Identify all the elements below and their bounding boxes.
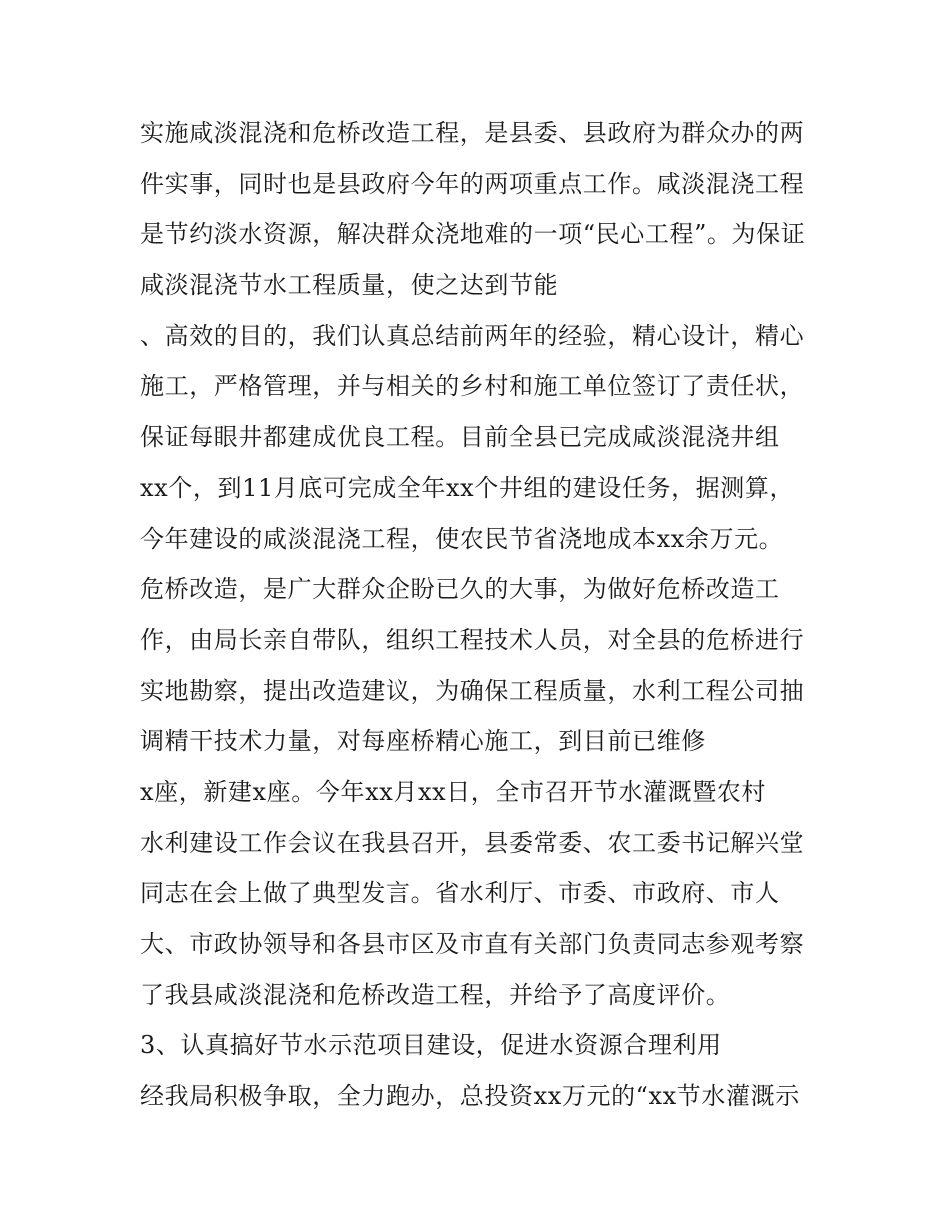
text-line: 咸淡混浇节水工程质量，使之达到节能: [140, 271, 559, 300]
section-heading: 3、认真搞好节水示范项目建设，促进水资源合理利用: [140, 1031, 722, 1060]
text-line: 、高效的目的，我们认真总结前两年的经验，精心设计，精心: [140, 321, 805, 350]
text-line: 同志在会上做了典型发言。省水利厅、市委、市政府、市人: [140, 879, 780, 908]
text-line: x座，新建x座。今年xx月xx日，全市召开节水灌溉暨农村: [140, 777, 767, 806]
text-line: 施工，严格管理，并与相关的乡村和施工单位签订了责任状，: [140, 372, 805, 401]
text-line: 是节约淡水资源，解决群众浇地难的一项“民心工程”。为保证: [140, 220, 806, 249]
text-line: 了我县咸淡混浇和危桥改造工程，并给予了高度评价。: [140, 980, 731, 1009]
text-line: 作，由局长亲自带队，组织工程技术人员，对全县的危桥进行: [140, 625, 805, 654]
text-line: 经我局积极争取，全力跑办，总投资xx万元的“xx节水灌溉示: [140, 1082, 800, 1111]
body-text: [140, 108, 830, 1122]
text-line: 实地勘察，提出改造建议，为确保工程质量，水利工程公司抽: [140, 676, 805, 705]
text-line: 件实事，同时也是县政府今年的两项重点工作。咸淡混浇工程: [140, 169, 805, 198]
text-line: 今年建设的咸淡混浇工程，使农民节省浇地成本xx余万元。: [140, 524, 784, 553]
text-line: 大、市政协领导和各县市区及市直有关部门负责同志参观考察: [140, 930, 805, 958]
text-line: 实施咸淡混浇和危桥改造工程，是县委、县政府为群众办的两: [140, 119, 805, 147]
text-line: 水利建设工作会议在我县召开，县委常委、农工委书记解兴堂: [140, 828, 805, 857]
text-line: 危桥改造，是广大群众企盼已久的大事，为做好危桥改造工: [140, 575, 780, 604]
text-line: xx个，到11月底可完成全年xx个井组的建设任务，据测算，: [140, 473, 795, 502]
text-line: 保证每眼井都建成优良工程。目前全县已完成咸淡混浇井组: [140, 423, 780, 452]
text-line: 调精干技术力量，对每座桥精心施工，到目前已维修: [140, 727, 706, 756]
